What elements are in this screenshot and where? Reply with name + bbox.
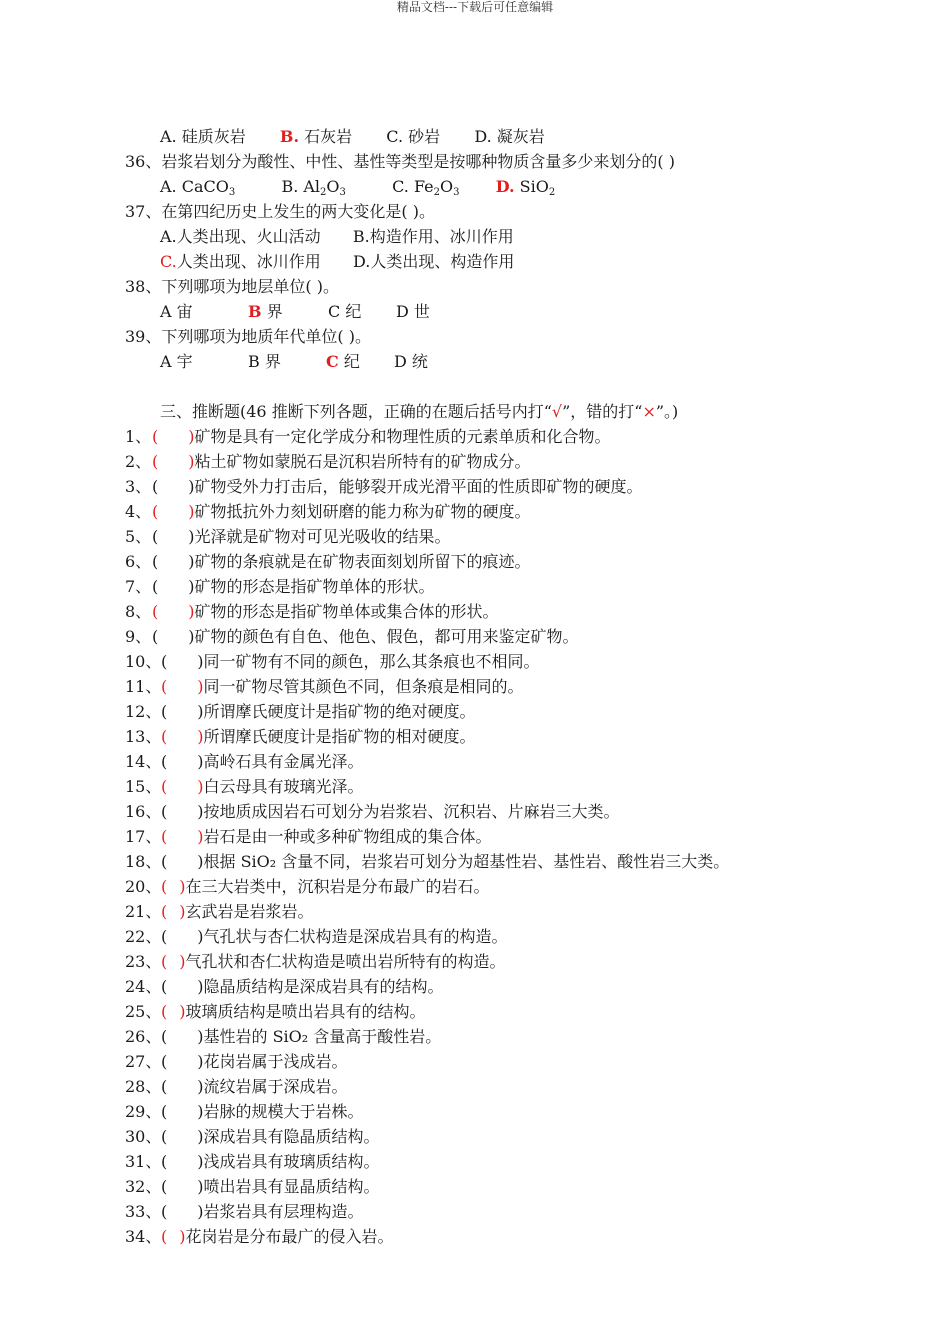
- answer-paren-close: ): [188, 477, 195, 496]
- judgment-text: 矿物受外力打击后，能够裂开成光滑平面的性质即矿物的硬度。: [194, 477, 643, 496]
- answer-paren-close: ): [197, 677, 204, 696]
- q39: [125, 327, 371, 347]
- answer-paren-open: (: [161, 927, 168, 946]
- answer-paren-open: (: [161, 1052, 168, 1071]
- judgment-item: [125, 1177, 380, 1197]
- answer-paren-open: (: [161, 877, 168, 896]
- judgment-number: 7、: [125, 577, 152, 596]
- q37-text: 在第四纪历史上发生的两大变化是( )。: [161, 202, 435, 221]
- q39-number: 39、: [125, 327, 162, 346]
- answer-paren-close: ): [197, 1102, 204, 1121]
- q39-option-d: D 统: [394, 352, 428, 371]
- judgment-text: 同一矿物尽管其颜色不同，但条痕是相同的。: [203, 677, 524, 696]
- judgment-number: 11、: [125, 677, 162, 696]
- q39-option-b: B 界: [248, 352, 281, 371]
- q39-text: 下列哪项为地质年代单位( )。: [161, 327, 371, 346]
- answer-paren-close: ): [197, 652, 204, 671]
- judgment-item: [125, 977, 444, 997]
- judgment-number: 1、: [125, 427, 152, 446]
- judgment-text: 白云母具有玻璃光泽。: [203, 777, 364, 796]
- cross-mark: ×: [642, 402, 656, 421]
- answer-paren-open: (: [161, 752, 168, 771]
- q36-option-b: B. $Al_2O_3$: [281, 177, 346, 198]
- answer-paren-close: ): [197, 927, 204, 946]
- answer-paren-close: ): [197, 1152, 204, 1171]
- judgment-text: 高岭石具有金属光泽。: [203, 752, 364, 771]
- judgment-number: 16、: [125, 802, 162, 821]
- answer-paren-open: (: [161, 1202, 168, 1221]
- judgment-item: [125, 427, 611, 447]
- judgment-item: [125, 1002, 426, 1022]
- q35-option-c: C. 砂岩: [386, 127, 441, 146]
- judgment-text: 光泽就是矿物对可见光吸收的结果。: [194, 527, 451, 546]
- q37: [125, 202, 435, 222]
- answer-paren-close: ): [188, 452, 195, 471]
- answer-paren-open: (: [161, 702, 168, 721]
- q35-option-a: A. 硅质灰岩: [160, 127, 246, 146]
- judgment-number: 3、: [125, 477, 152, 496]
- judgment-item: [125, 927, 508, 947]
- judgment-text: 岩脉的规模大于岩株。: [203, 1102, 364, 1121]
- answer-paren-close: ): [197, 1202, 204, 1221]
- judgment-item: [125, 452, 531, 472]
- judgment-number: 26、: [125, 1027, 162, 1046]
- judgment-item: [125, 952, 506, 972]
- answer-paren-close: ): [197, 802, 204, 821]
- q39-option-c: C 纪: [326, 352, 360, 371]
- answer-paren-open: (: [152, 527, 159, 546]
- answer-paren-close: ): [188, 527, 195, 546]
- judgment-text: 矿物的条痕就是在矿物表面刻划所留下的痕迹。: [194, 552, 531, 571]
- q35-option-b-letter: B.: [279, 127, 300, 146]
- answer-paren-open: (: [161, 1227, 168, 1246]
- judgment-text: 基性岩的 SiO₂ 含量高于酸性岩。: [203, 1027, 442, 1046]
- answer-paren-close: ): [188, 627, 195, 646]
- answer-paren-open: (: [152, 427, 159, 446]
- answer-paren-close: ): [179, 1227, 186, 1246]
- answer-paren-open: (: [161, 827, 168, 846]
- answer-paren-close: ): [197, 852, 204, 871]
- q36-text: 岩浆岩划分为酸性、中性、基性等类型是按哪种物质含量多少来划分的( ): [161, 152, 675, 171]
- judgment-text: 矿物的颜色有自色、他色、假色，都可用来鉴定矿物。: [194, 627, 579, 646]
- check-mark: √: [551, 402, 563, 421]
- answer-paren-close: ): [197, 752, 204, 771]
- answer-paren-open: (: [152, 577, 159, 596]
- q37-option-b: B.构造作用、冰川作用: [352, 227, 514, 246]
- judgment-number: 6、: [125, 552, 152, 571]
- judgment-number: 33、: [125, 1202, 162, 1221]
- q38-option-a: A 宙: [160, 302, 193, 321]
- answer-paren-close: ): [197, 1177, 204, 1196]
- judgment-item: [125, 1127, 380, 1147]
- q37-option-c-letter: C.: [160, 252, 177, 271]
- judgment-item: [125, 702, 476, 722]
- judgment-item: [125, 677, 524, 697]
- q37-option-d: D.人类出现、构造作用: [352, 252, 515, 271]
- answer-paren-close: ): [197, 702, 204, 721]
- judgment-text: 花岗岩是分布最广的侵入岩。: [185, 1227, 394, 1246]
- q37-options-row2: [160, 252, 514, 272]
- judgment-item: [125, 652, 540, 672]
- judgment-number: 5、: [125, 527, 152, 546]
- judgment-item: [125, 552, 531, 572]
- judgment-item: [125, 627, 579, 647]
- answer-paren-close: ): [188, 577, 195, 596]
- judgment-text: 隐晶质结构是深成岩具有的结构。: [203, 977, 444, 996]
- q36-option-d: D. SiO$_2$: [495, 177, 556, 198]
- answer-paren-open: (: [161, 1152, 168, 1171]
- judgment-number: 20、: [125, 877, 162, 896]
- answer-paren-close: ): [188, 427, 195, 446]
- q36-number: 36、: [125, 152, 162, 171]
- q38: [125, 277, 339, 297]
- q38-number: 38、: [125, 277, 162, 296]
- judgment-text: 岩浆岩具有层理构造。: [203, 1202, 364, 1221]
- judgment-item: [125, 852, 729, 872]
- judgment-number: 31、: [125, 1152, 162, 1171]
- judgment-item: [125, 527, 451, 547]
- judgment-text: 流纹岩属于深成岩。: [203, 1077, 348, 1096]
- answer-paren-open: (: [161, 1102, 168, 1121]
- judgment-number: 25、: [125, 1002, 162, 1021]
- judgment-text: 所谓摩氏硬度计是指矿物的相对硬度。: [203, 727, 476, 746]
- answer-paren-open: (: [152, 452, 159, 471]
- q38-option-b: B 界: [248, 302, 283, 321]
- q35-options: [160, 127, 545, 147]
- judgment-text: 矿物的形态是指矿物单体或集合体的形状。: [194, 602, 499, 621]
- judgment-text: 气孔状和杏仁状构造是喷出岩所特有的构造。: [185, 952, 506, 971]
- answer-paren-close: ): [188, 602, 195, 621]
- judgment-text: 根据 SiO₂ 含量不同，岩浆岩可划分为超基性岩、基性岩、酸性岩三大类。: [203, 852, 730, 871]
- judgment-number: 13、: [125, 727, 162, 746]
- judgment-item: [125, 827, 492, 847]
- judgment-text: 岩石是由一种或多种矿物组成的集合体。: [203, 827, 492, 846]
- answer-paren-open: (: [152, 627, 159, 646]
- q38-option-c: C 纪: [328, 302, 362, 321]
- q36-option-c: C. $Fe_2O_3$: [392, 177, 460, 198]
- judgment-item: [125, 752, 364, 772]
- judgment-number: 27、: [125, 1052, 162, 1071]
- judgment-text: 同一矿物有不同的颜色，那么其条痕也不相同。: [203, 652, 540, 671]
- judgment-number: 21、: [125, 902, 162, 921]
- judgment-number: 14、: [125, 752, 162, 771]
- answer-paren-open: (: [161, 777, 168, 796]
- judgment-number: 22、: [125, 927, 162, 946]
- judgment-text: 粘土矿物如蒙脱石是沉积岩所特有的矿物成分。: [194, 452, 531, 471]
- answer-paren-open: (: [161, 952, 168, 971]
- answer-paren-open: (: [161, 1077, 168, 1096]
- answer-paren-open: (: [161, 902, 168, 921]
- judgment-text: 按地质成因岩石可划分为岩浆岩、沉积岩、片麻岩三大类。: [203, 802, 620, 821]
- judgment-number: 4、: [125, 502, 152, 521]
- answer-paren-close: ): [188, 552, 195, 571]
- answer-paren-close: ): [188, 502, 195, 521]
- q38-option-d: D 世: [396, 302, 430, 321]
- judgment-text: 矿物是具有一定化学成分和物理性质的元素单质和化合物。: [194, 427, 611, 446]
- answer-paren-close: ): [179, 952, 186, 971]
- answer-paren-close: ): [179, 902, 186, 921]
- judgment-item: [125, 1102, 364, 1122]
- answer-paren-open: (: [161, 852, 168, 871]
- q37-option-a: A.人类出现、火山活动: [160, 227, 321, 246]
- judgment-text: 玻璃质结构是喷出岩具有的结构。: [185, 1002, 426, 1021]
- judgment-item: [125, 1077, 348, 1097]
- q36: [125, 152, 675, 172]
- judgment-item: [125, 802, 620, 822]
- judgment-number: 24、: [125, 977, 162, 996]
- judgment-number: 9、: [125, 627, 152, 646]
- answer-paren-open: (: [161, 1027, 168, 1046]
- q35-option-d: D. 凝灰岩: [474, 127, 545, 146]
- answer-paren-close: ): [197, 1052, 204, 1071]
- judgment-number: 32、: [125, 1177, 162, 1196]
- judgment-text: 浅成岩具有玻璃质结构。: [203, 1152, 380, 1171]
- answer-paren-close: ): [197, 1027, 204, 1046]
- answer-paren-open: (: [152, 477, 159, 496]
- judgment-item: [125, 777, 364, 797]
- q39-option-a: A 宇: [160, 352, 193, 371]
- judgment-number: 12、: [125, 702, 162, 721]
- q36-option-a: A. CaCO$_3$: [160, 177, 236, 198]
- q36-options: [160, 177, 555, 197]
- answer-paren-close: ): [197, 727, 204, 746]
- judgment-text: 矿物抵抗外力刻划研磨的能力称为矿物的硬度。: [194, 502, 531, 521]
- page-header: 精品文档---下载后可任意编辑: [396, 0, 554, 14]
- q37-options-row1: [160, 227, 514, 247]
- judgment-text: 喷出岩具有显晶质结构。: [203, 1177, 380, 1196]
- answer-paren-open: (: [161, 802, 168, 821]
- judgment-item: [125, 877, 490, 897]
- judgment-item: [125, 1227, 394, 1247]
- judgment-number: 17、: [125, 827, 162, 846]
- answer-paren-open: (: [152, 552, 159, 571]
- judgment-number: 30、: [125, 1127, 162, 1146]
- q37-number: 37、: [125, 202, 162, 221]
- q37-option-c: 人类出现、冰川作用: [176, 252, 321, 271]
- answer-paren-open: (: [161, 977, 168, 996]
- answer-paren-open: (: [161, 1002, 168, 1021]
- judgment-number: 29、: [125, 1102, 162, 1121]
- judgment-text: 所谓摩氏硬度计是指矿物的绝对硬度。: [203, 702, 476, 721]
- judgment-number: 18、: [125, 852, 162, 871]
- answer-paren-open: (: [161, 1177, 168, 1196]
- section-3-title: 三、推断题(46 推断下列各题，正确的在题后括号内打“√”，错的打“×”。): [160, 402, 679, 421]
- answer-paren-open: (: [161, 727, 168, 746]
- judgment-text: 气孔状与杏仁状构造是深成岩具有的构造。: [203, 927, 508, 946]
- judgment-item: [125, 1152, 380, 1172]
- answer-paren-open: (: [152, 502, 159, 521]
- judgment-number: 10、: [125, 652, 162, 671]
- answer-paren-close: ): [179, 877, 186, 896]
- answer-paren-open: (: [161, 652, 168, 671]
- judgment-item: [125, 502, 531, 522]
- q38-text: 下列哪项为地层单位( )。: [161, 277, 339, 296]
- answer-paren-close: ): [197, 977, 204, 996]
- q35-option-b: 石灰岩: [299, 127, 353, 146]
- answer-paren-close: ): [197, 827, 204, 846]
- judgment-number: 23、: [125, 952, 162, 971]
- answer-paren-close: ): [179, 1002, 186, 1021]
- judgment-text: 矿物的形态是指矿物单体的形状。: [194, 577, 435, 596]
- judgment-text: 深成岩具有隐晶质结构。: [203, 1127, 380, 1146]
- judgment-item: [125, 1052, 348, 1072]
- answer-paren-close: ): [197, 777, 204, 796]
- answer-paren-open: (: [161, 677, 168, 696]
- judgment-number: 34、: [125, 1227, 162, 1246]
- judgment-number: 15、: [125, 777, 162, 796]
- judgment-number: 8、: [125, 602, 152, 621]
- judgment-item: [125, 727, 476, 747]
- judgment-number: 28、: [125, 1077, 162, 1096]
- answer-paren-close: ): [197, 1127, 204, 1146]
- judgment-item: [125, 577, 435, 597]
- judgment-number: 2、: [125, 452, 152, 471]
- judgment-item: [125, 1202, 364, 1222]
- judgment-item: [125, 477, 643, 497]
- judgment-item: [125, 902, 314, 922]
- judgment-text: 在三大岩类中，沉积岩是分布最广的岩石。: [185, 877, 490, 896]
- judgment-text: 花岗岩属于浅成岩。: [203, 1052, 348, 1071]
- answer-paren-close: ): [197, 1077, 204, 1096]
- answer-paren-open: (: [161, 1127, 168, 1146]
- judgment-text: 玄武岩是岩浆岩。: [185, 902, 314, 921]
- answer-paren-open: (: [152, 602, 159, 621]
- judgment-item: [125, 1027, 441, 1047]
- judgment-item: [125, 602, 499, 622]
